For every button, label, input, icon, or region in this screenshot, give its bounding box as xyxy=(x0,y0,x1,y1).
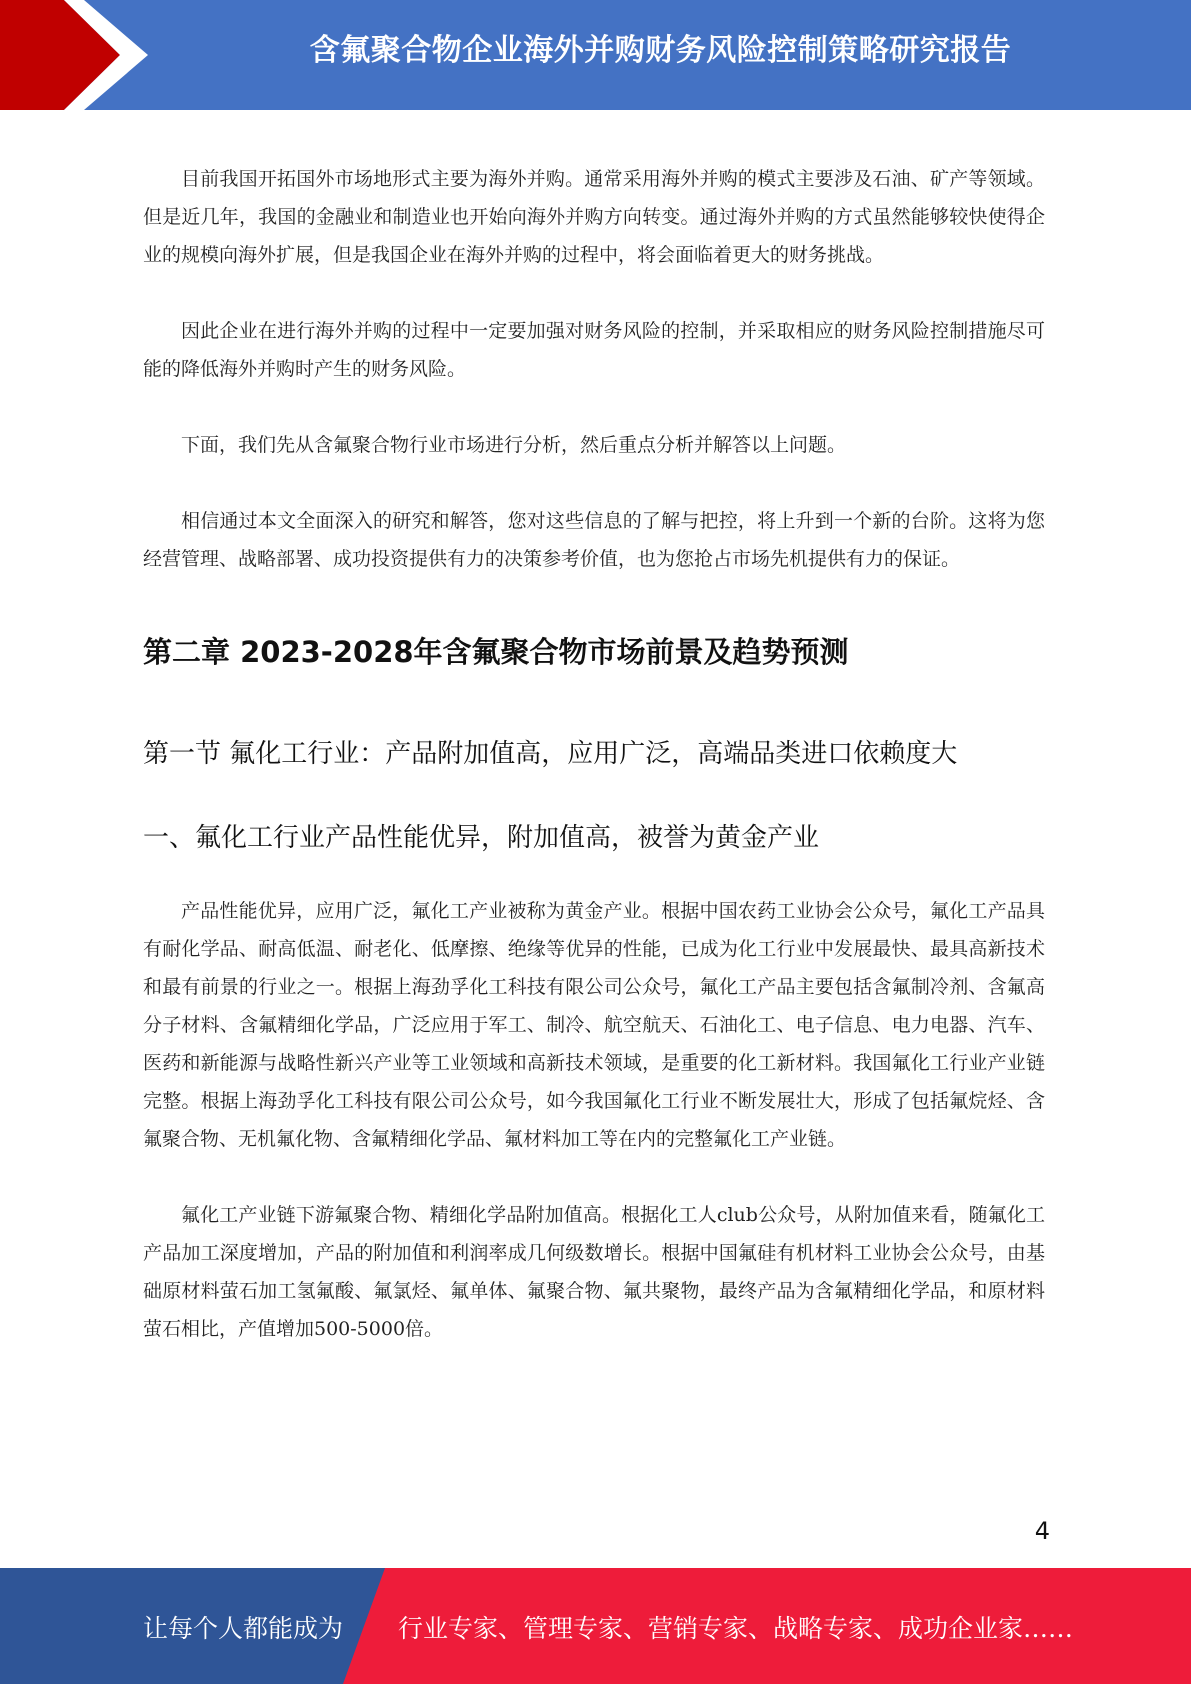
page-number: 4 xyxy=(1034,1517,1050,1545)
footer-banner xyxy=(0,1568,1191,1684)
main-content xyxy=(143,160,1045,1348)
paragraph-body-2: 氟化工产业链下游氟聚合物、精细化学品附加值高。根据化工人club公众号，从附加值来看，随氟化工产品加工深度增加，产品的附加值和利润率成几何级数增长。根据中国氟硅有机材料工业协会公众号，由基础原材料萤石加工氢氟酸、氟氯烃、氟单体、氟聚合物、氟共聚物，最终产品为含氟精细化学品，和原材料萤石相比，产值增加500-5000倍。 xyxy=(143,1204,1045,1340)
chevron-arrow-icon xyxy=(0,0,160,110)
paragraph-body-1: 产品性能优异，应用广泛，氟化工产业被称为黄金产业。根据中国农药工业协会公众号，氟化工产品具有耐化学品、耐高低温、耐老化、低摩擦、绝缘等优异的性能，已成为化工行业中发展最快、最具高新技术和最有前景的行业之一。根据上海劲孚化工科技有限公司公众号，氟化工产品主要包括含氟制冷剂、含氟高分子材料、含氟精细化学品，广泛应用于军工、制冷、航空航天、石油化工、电子信息、电力电器、汽车、医药和新能源与战略性新兴产业等工业领域和高新技术领域，是重要的化工新材料。我国氟化工行业产业链完整。根据上海劲孚化工科技有限公司公众号，如今我国氟化工行业不断发展壮大，形成了包括氟烷烃、含氟聚合物、无机氟化物、含氟精细化学品、氟材料加工等在内的完整氟化工产业链。 xyxy=(143,900,1045,1150)
paragraph-intro-2: 因此企业在进行海外并购的过程中一定要加强对财务风险的控制，并采取相应的财务风险控制措施尽可能的降低海外并购时产生的财务风险。 xyxy=(143,320,1045,380)
subsection-heading: 一、氟化工行业产品性能优异，附加值高，被誉为黄金产业 xyxy=(143,823,820,853)
header-banner xyxy=(0,0,1191,110)
footer-slogan-right: 行业专家、管理专家、营销专家、战略专家、成功企业家…… xyxy=(398,1614,1074,1643)
chapter-heading: 第二章 2023-2028年含氟聚合物市场前景及趋势预测 xyxy=(143,635,849,669)
section-heading: 第一节 氟化工行业：产品附加值高，应用广泛，高端品类进口依赖度大 xyxy=(143,739,958,769)
paragraph-intro-1: 目前我国开拓国外市场地形式主要为海外并购。通常采用海外并购的模式主要涉及石油、矿产等领域。但是近几年，我国的金融业和制造业也开始向海外并购方向转变。通过海外并购的方式虽然能够较快使得企业的规模向海外扩展，但是我国企业在海外并购的过程中，将会面临着更大的财务挑战。 xyxy=(143,168,1045,266)
document-title: 含氟聚合物企业海外并购财务风险控制策略研究报告 xyxy=(309,33,1012,68)
paragraph-intro-3: 下面，我们先从含氟聚合物行业市场进行分析，然后重点分析并解答以上问题。 xyxy=(181,434,847,456)
paragraph-intro-4: 相信通过本文全面深入的研究和解答，您对这些信息的了解与把控，将上升到一个新的台阶。这将为您经营管理、战略部署、成功投资提供有力的决策参考价值，也为您抢占市场先机提供有力的保证。 xyxy=(143,510,1045,570)
footer-slogan-left: 让每个人都能成为 xyxy=(143,1614,344,1643)
